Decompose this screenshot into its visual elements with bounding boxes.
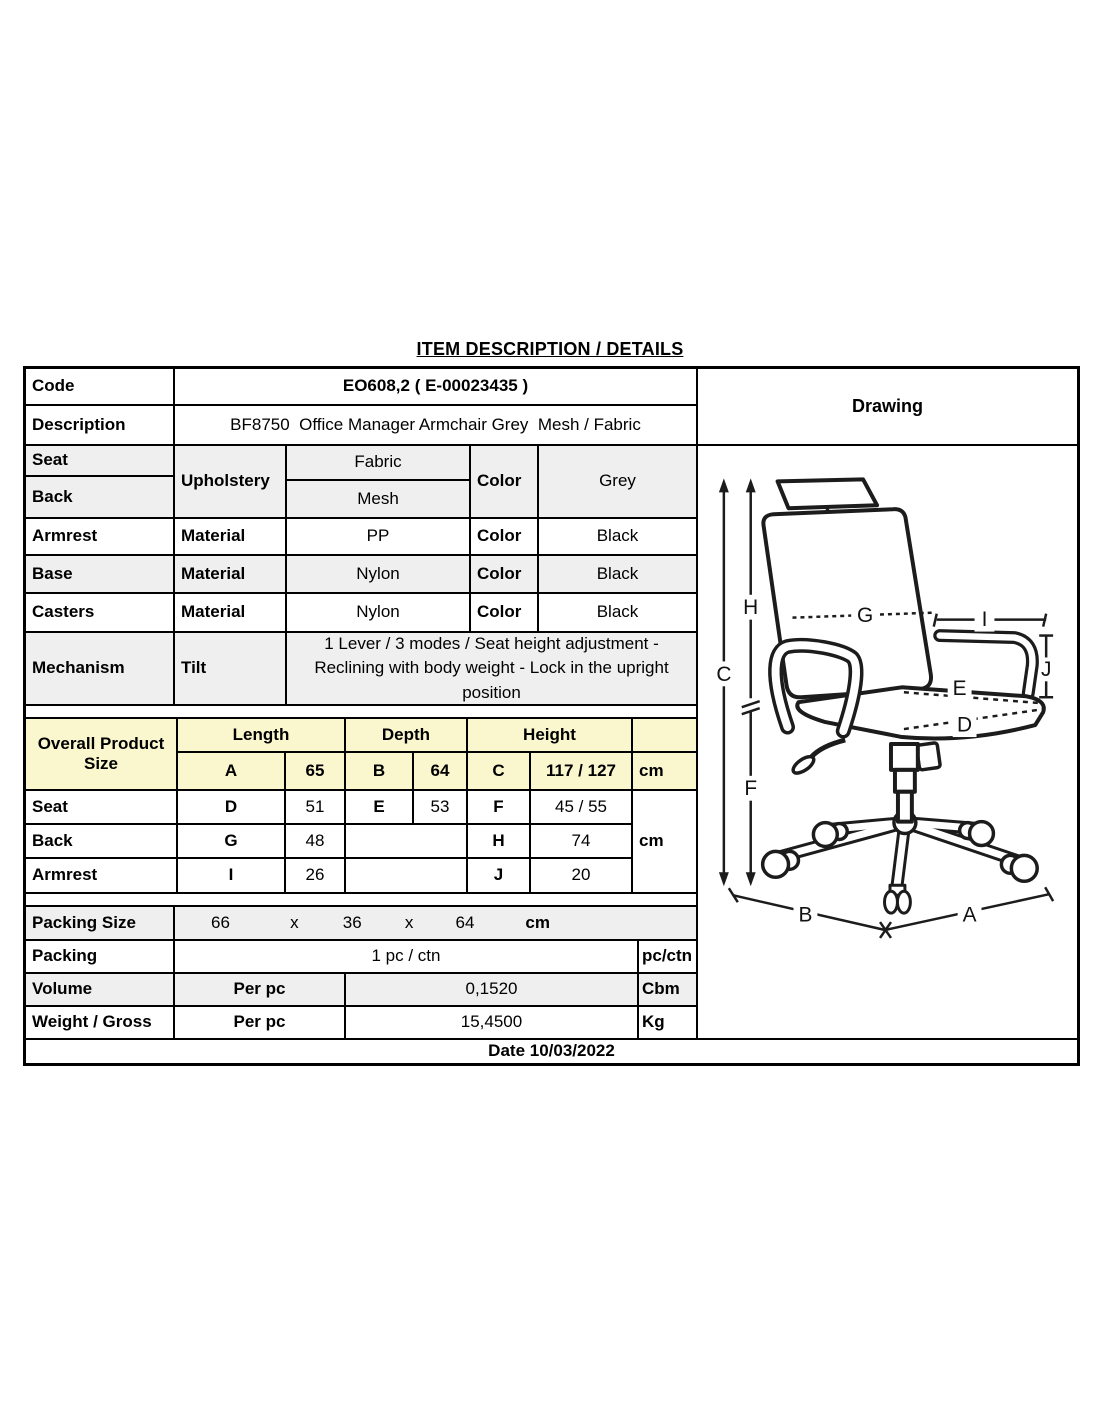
dim-label-i: I: [981, 608, 988, 632]
drawing-header: Drawing: [697, 368, 1078, 445]
dim-label-f: F: [744, 777, 758, 801]
base-label: Base: [25, 555, 174, 593]
dim-i-value: 26: [285, 858, 345, 893]
dim-label-e: E: [952, 676, 967, 700]
size-unit-side: cm: [632, 790, 697, 893]
back-upholstery-value: Mesh: [286, 480, 470, 518]
packing-size-v3: 64: [455, 912, 475, 932]
dim-c-key: C: [467, 752, 530, 790]
armrest-label: Armrest: [25, 518, 174, 555]
spacer-row: [25, 705, 697, 718]
dim-j-key: J: [467, 858, 530, 893]
dim-label-d: D: [957, 713, 973, 737]
gas-lift: [891, 744, 918, 770]
volume-value: 0,1520: [345, 973, 638, 1006]
height-lever-box: [916, 743, 940, 771]
dim-f-value: 45 / 55: [530, 790, 632, 824]
armrest-prop: Material: [174, 518, 286, 555]
dim-a-value: 65: [285, 752, 345, 790]
weight-per: Per pc: [174, 1006, 345, 1039]
dim-label-h: H: [743, 596, 759, 620]
spacer-row: [25, 893, 697, 906]
backrest: [763, 509, 931, 697]
packing-value: 1 pc / ctn: [174, 940, 638, 973]
upholstery-label: Upholstery: [174, 445, 286, 518]
casters-label: Casters: [25, 593, 174, 632]
dim-j-value: 20: [530, 858, 632, 893]
mechanism-label: Mechanism: [25, 632, 174, 705]
size-unit-header: cm: [632, 752, 697, 790]
dim-label-g: G: [856, 604, 874, 628]
seat-upholstery-value: Fabric: [286, 445, 470, 480]
base-prop: Material: [174, 555, 286, 593]
chair-drawing: [698, 446, 1077, 1038]
volume-label: Volume: [25, 973, 174, 1006]
headrest: [778, 479, 877, 508]
base-material: Nylon: [286, 555, 470, 593]
page-title: ITEM DESCRIPTION / DETAILS: [416, 339, 684, 359]
seat-label: Seat: [25, 445, 174, 476]
armrest-depth-blank: [345, 858, 467, 893]
casters-material: Nylon: [286, 593, 470, 632]
dim-g-value: 48: [285, 824, 345, 858]
code-value: EO608,2 ( E-00023435 ): [174, 368, 697, 405]
back-label: Back: [25, 476, 174, 518]
packing-size-v1: 66: [211, 912, 230, 932]
armrest-material: PP: [286, 518, 470, 555]
dim-label-b: B: [798, 903, 813, 927]
casters-prop: Material: [174, 593, 286, 632]
volume-per: Per pc: [174, 973, 345, 1006]
dim-e-key: E: [345, 790, 413, 824]
overall-size-label: Overall Product Size: [25, 718, 177, 790]
casters-color-label: Color: [470, 593, 538, 632]
packing-unit: pc/ctn: [638, 940, 697, 973]
packing-label: Packing: [25, 940, 174, 973]
dim-a-key: A: [177, 752, 285, 790]
dim-h-value: 74: [530, 824, 632, 858]
armrest-size-label: Armrest: [25, 858, 177, 893]
base-color-label: Color: [470, 555, 538, 593]
dim-b-value: 64: [413, 752, 467, 790]
armrest-color-label: Color: [470, 518, 538, 555]
back-size-label: Back: [25, 824, 177, 858]
dim-g-key: G: [177, 824, 285, 858]
dim-f-key: F: [467, 790, 530, 824]
weight-value: 15,4500: [345, 1006, 638, 1039]
size-header-blank: [632, 718, 697, 752]
description-value: BF8750 Office Manager Armchair Grey Mesh / Fabric: [174, 405, 697, 445]
seat-back-color-value: Grey: [538, 445, 697, 518]
seat-size-label: Seat: [25, 790, 177, 824]
packing-size-x2: x: [404, 912, 414, 932]
dim-i-key: I: [177, 858, 285, 893]
armrest-color-value: Black: [538, 518, 697, 555]
code-label: Code: [25, 368, 174, 405]
dim-b-key: B: [345, 752, 413, 790]
packing-size-unit: cm: [525, 912, 550, 932]
dim-c-value: 117 / 127: [530, 752, 632, 790]
dim-label-a: A: [962, 903, 977, 927]
dim-d-key: D: [177, 790, 285, 824]
packing-size-values: [174, 906, 697, 940]
back-depth-blank: [345, 824, 467, 858]
weight-unit: Kg: [638, 1006, 697, 1039]
dim-e-value: 53: [413, 790, 467, 824]
volume-unit: Cbm: [638, 973, 697, 1006]
spec-table: [23, 366, 1080, 1066]
seat-back-color-label: Color: [470, 445, 538, 518]
mechanism-prop: Tilt: [174, 632, 286, 705]
date-row: Date 10/03/2022: [25, 1039, 1078, 1064]
dim-label-c: C: [716, 662, 732, 686]
casters-color-value: Black: [538, 593, 697, 632]
mechanism-value: 1 Lever / 3 modes / Seat height adjustment - Reclining with body weight - Lock in the upright position: [286, 632, 697, 705]
packing-size-v2: 36: [342, 912, 362, 932]
drawing-cell: [697, 445, 1078, 1039]
height-header: Height: [467, 718, 632, 752]
packing-size-x1: x: [290, 912, 299, 932]
length-header: Length: [177, 718, 345, 752]
dim-label-j: J: [1040, 657, 1052, 681]
dim-d-value: 51: [285, 790, 345, 824]
base-color-value: Black: [538, 555, 697, 593]
weight-label: Weight / Gross: [25, 1006, 174, 1039]
depth-header: Depth: [345, 718, 467, 752]
description-label: Description: [25, 405, 174, 445]
dim-h-key: H: [467, 824, 530, 858]
packing-size-label: Packing Size: [25, 906, 174, 940]
